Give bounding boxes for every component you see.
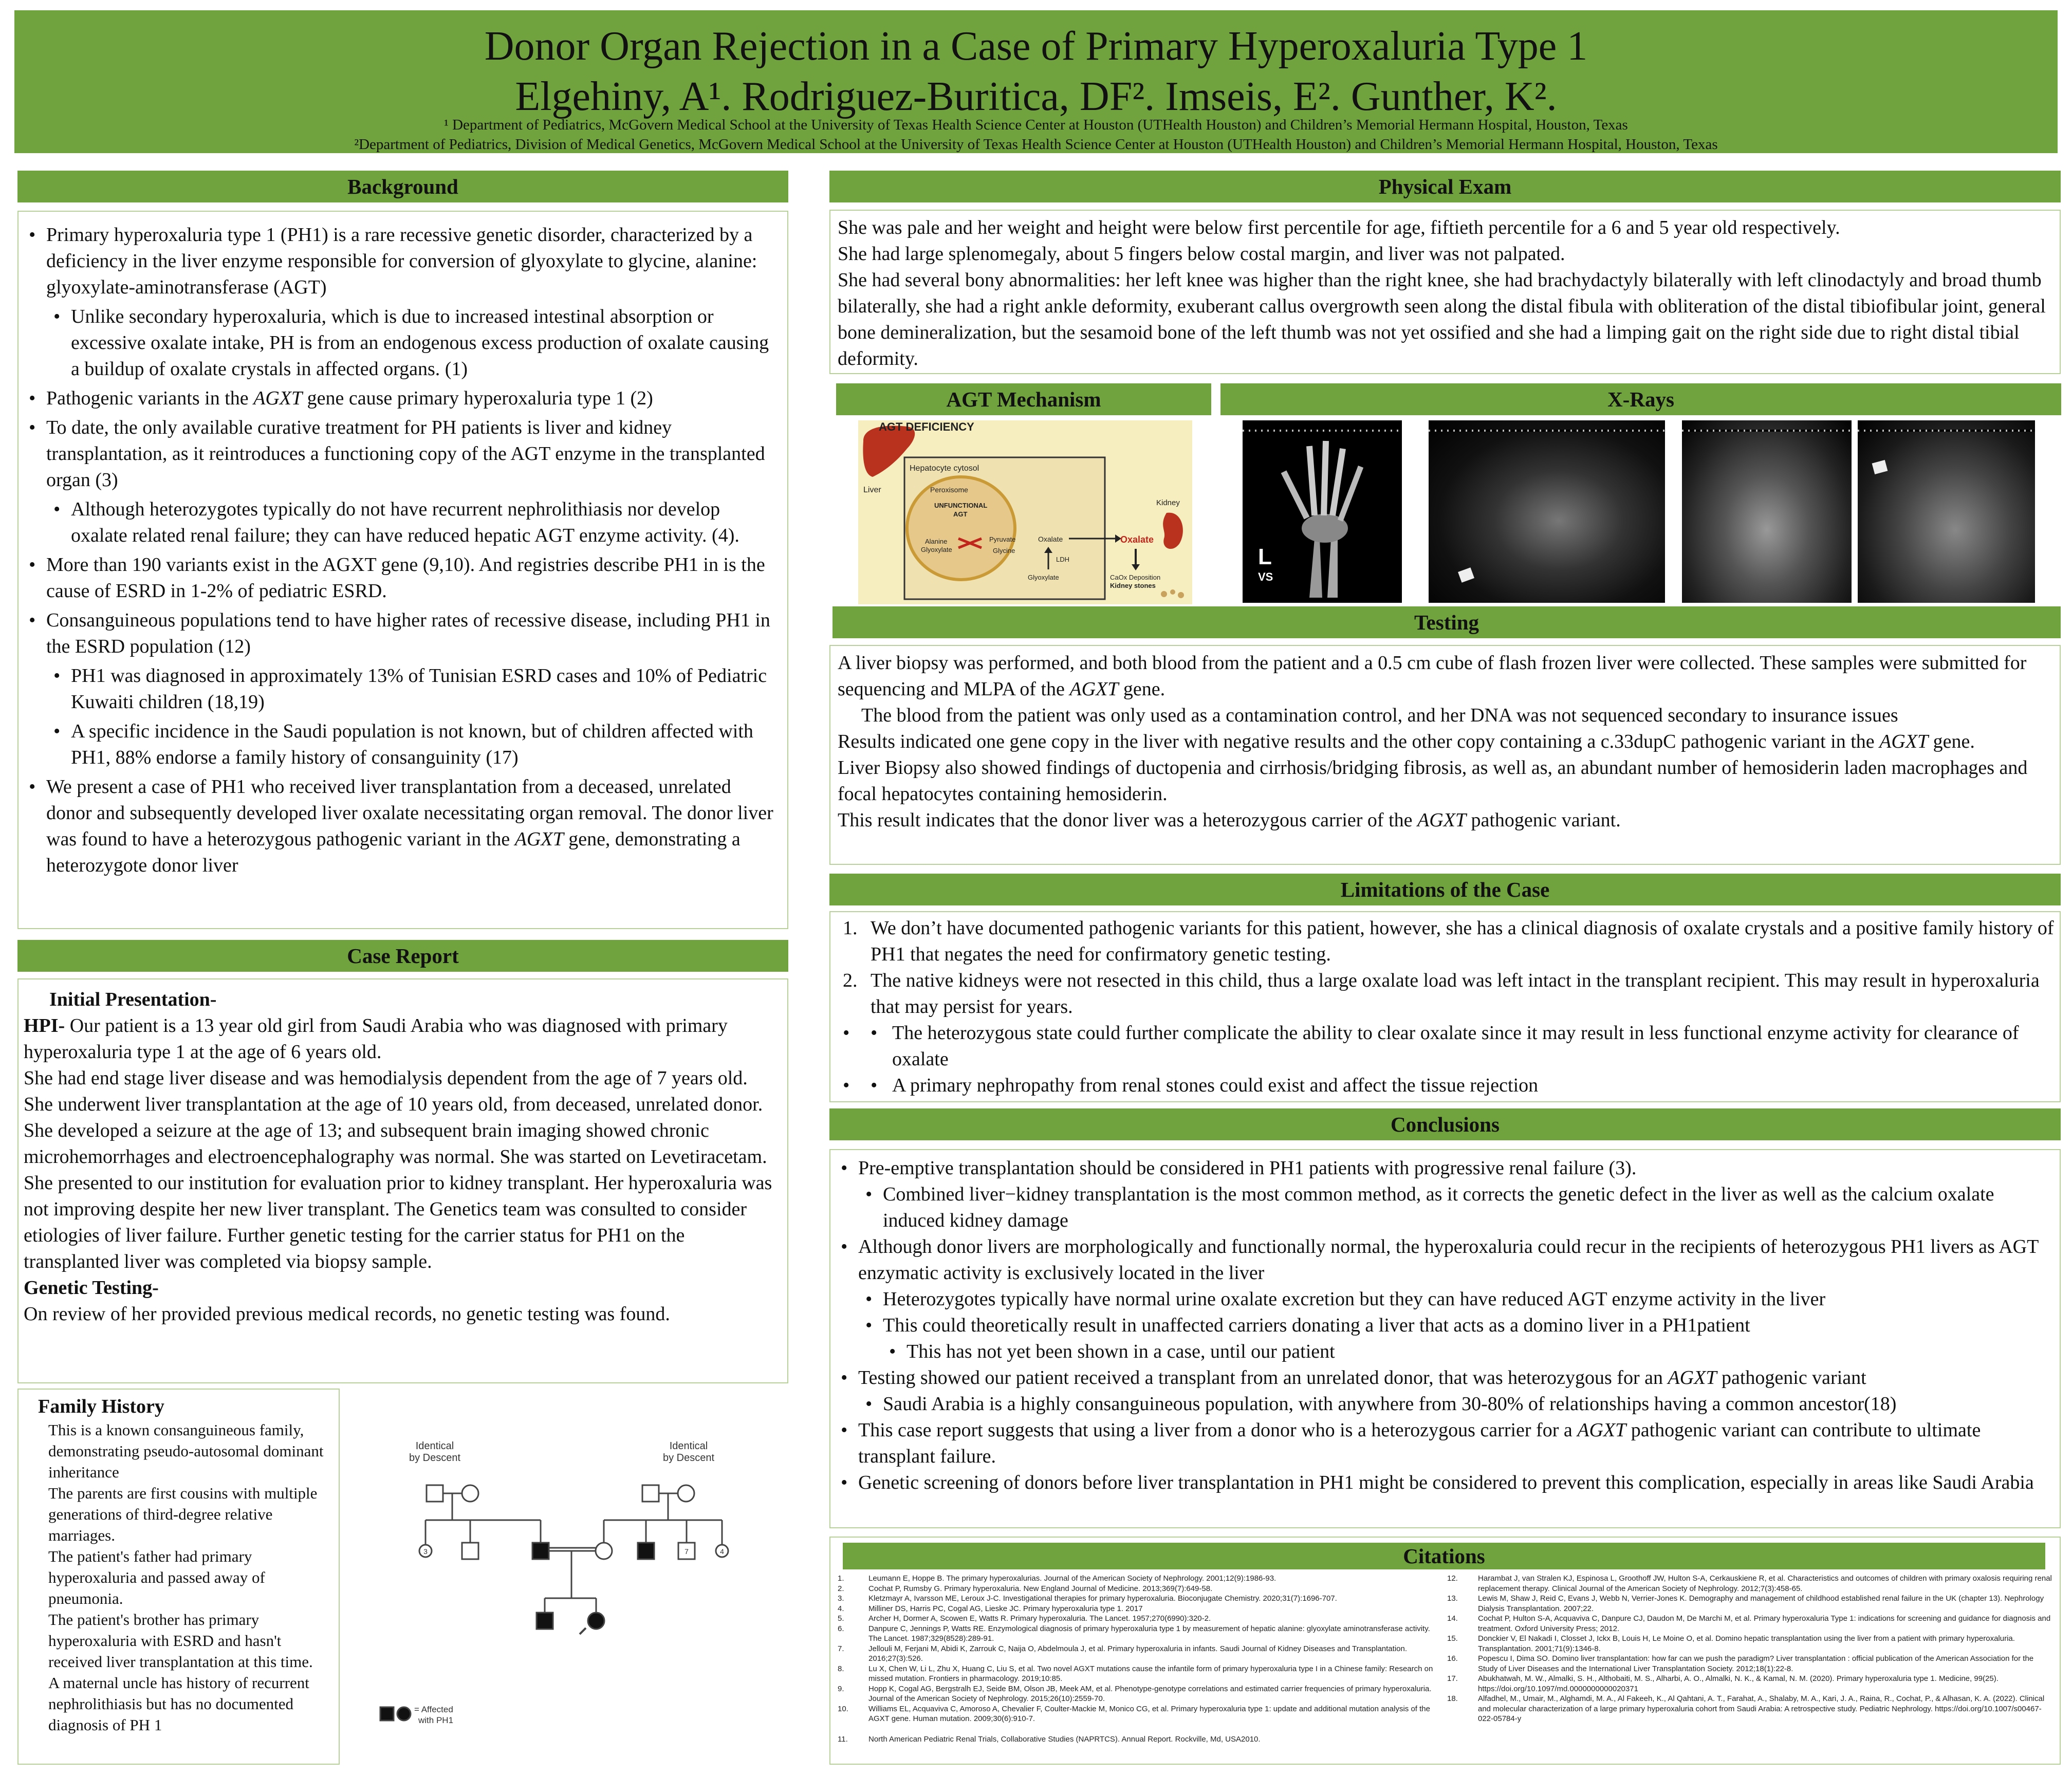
conclusion-subbullet: • This could theoretically result in unaffected carriers donating a liver that acts as a domino liver in a PH1patient: [836, 1312, 2055, 1339]
initial-presentation-label: Initial Presentation-: [49, 989, 217, 1010]
title-banner: [14, 10, 2058, 153]
limitation-subitem: • • A primary nephropathy from renal stones could exist and affect the tissue rejection: [838, 1072, 2055, 1099]
conclusion-bullet: • Testing showed our patient received a transplant from an unrelated donor, that was heterozygous for an AGXT pathogenic variant: [836, 1365, 2055, 1391]
citation-number: 18.: [1447, 1694, 1458, 1703]
group-count: 7: [684, 1547, 689, 1556]
pedigree-female: [462, 1485, 478, 1502]
background-subbullet: • Although heterozygotes typically do not have recurrent nephrolithiasis nor develop oxalate related renal failure; they can have reduced hepatic AGT enzyme activity. (4).: [24, 496, 778, 549]
pedigree-male: [642, 1485, 659, 1502]
testing-paragraph: Liver Biopsy also showed findings of ductopenia and cirrhosis/bridging fibrosis, as well as, an abundant number of hemosiderin laden macrophages and focal hepatocytes containing hemosiderin.: [838, 757, 2028, 805]
ibd-label: Identical: [669, 1440, 708, 1452]
hpi-paragraph: HPI- Our patient is a 13 year old girl from Saudi Arabia who was diagnosed with primary hyperoxaluria type 1 at the age of 6 years old.: [24, 1015, 728, 1063]
citation-item: [1447, 1594, 2054, 1614]
citation-number: 3.: [838, 1594, 844, 1603]
background-subbullet: • PH1 was diagnosed in approximately 13% of Tunisian ESRD cases and 10% of Pediatric Kuwaiti children (18,19): [24, 663, 778, 715]
citation-number: 4.: [838, 1604, 844, 1613]
peroxisome-label: Peroxisome: [930, 486, 968, 494]
citations-left-column: [838, 1574, 1439, 1744]
xray-side-marker: L: [1258, 544, 1272, 569]
citation-item: [838, 1704, 1439, 1724]
testing-paragraph: The blood from the patient was only used as a contamination control, and her DNA was not sequenced secondary to insurance issues: [861, 705, 1898, 726]
citation-number: 14.: [1447, 1614, 1458, 1623]
limitations-section: [829, 911, 2061, 1102]
testing-paragraph: Results indicated one gene copy in the liver with negative results and the other copy containing a c.33dupC pathogenic variant in the AGXT gene.: [838, 731, 1975, 752]
citations-right-column: [1447, 1574, 2054, 1724]
conclusion-bullet: • Although donor livers are morphologically and functionally normal, the hyperoxaluria could recur in the recipients of heterozygous PH1 livers as AGT enzymatic activity is exclusively located in the liver: [836, 1234, 2055, 1286]
pedigree-female: [678, 1485, 694, 1502]
citation-text: Leumann E, Hoppe B. The primary hyperoxalurias. Journal of the American Society of Nephrology. 2001;12(9):1986-93.: [868, 1574, 1276, 1583]
pedigree-male: [427, 1485, 443, 1502]
bone: [1340, 467, 1361, 521]
conclusion-subsubbullet: • This has not yet been shown in a case, until our patient: [836, 1339, 2055, 1365]
citation-number: 17.: [1447, 1674, 1458, 1683]
citation-text: Lu X, Chen W, Li L, Zhu X, Huang C, Liu S, et al. Two novel AGXT mutations cause the infantile form of primary hyperoxaluria type I in a Chinese family: Research on missed mutation. Frontiers in pharmacology. 2019;10:85.: [868, 1664, 1433, 1683]
authors: Elgehiny, A¹. Rodriguez-Buritica, DF². Imseis, E². Gunther, K².: [515, 74, 1557, 119]
bone: [1324, 441, 1326, 515]
glyoxylate-label: Glyoxylate: [1028, 574, 1059, 581]
testing-paragraph: A liver biopsy was performed, and both blood from the patient and a 0.5 cm cube of flash frozen liver were collected. These samples were submitted for sequencing and MLPA of the AGXT gene.: [838, 652, 2027, 700]
citation-number: 6.: [838, 1624, 844, 1633]
limitation-item: 1. We don’t have documented pathogenic variants for this patient, however, she has a clinical diagnosis of oxalate crystals and a positive family history of PH1 that negates the need for confirmatory genetic testing.: [843, 917, 2054, 965]
citation-item: [838, 1574, 1439, 1584]
xray-ankle-lateral: [1429, 420, 1665, 603]
conclusion-bullet: • This case report suggests that using a liver from a donor who is a heterozygous carrier for a AGXT pathogenic variant can contribute to ultimate transplant failure.: [836, 1417, 2055, 1470]
background-bullet: • We present a case of PH1 who received liver transplantation from a deceased, unrelated donor and subsequently developed liver oxalate necessitating organ removal. The donor liver was found to have a heterozygous pathogenic variant in the AGXT gene, demonstrating a heterozygote donor liver: [24, 774, 778, 879]
conclusions-section: [829, 1149, 2061, 1528]
stone: [1161, 591, 1167, 597]
citation-item: [838, 1624, 1439, 1644]
bone: [1309, 446, 1315, 515]
citation-item: [838, 1644, 1439, 1664]
case-report-heading: Case Report: [17, 940, 788, 972]
citation-text: Milliner DS, Harris PC, Cogal AG, Lieske JC. Primary hyperoxaluria type 1. 2017: [868, 1604, 1143, 1613]
agt-diagram: [858, 420, 1192, 604]
citation-item: [838, 1594, 1439, 1604]
cytosol-label: Hepatocyte cytosol: [910, 464, 979, 473]
citation-text: Alfadhel, M., Umair, M., Alghamdi, M. A., Al Fakeeh, K., Al Qahtani, A. T., Farahat, A., Shalaby, M. A., Kari, J. A., Raina, R., Cochat, P., & Alhasan, K. A. (2022). Clinical and molecular characterization of a large primary hyperoxaluria cohort from Saudi Arabia: A retrospective study. Pediatric Nephrology. https://doi.org/10.1007/s00467-022-05784-y: [1478, 1694, 2045, 1723]
citation-text: Hopp K, Cogal AG, Bergstralh EJ, Seide BM, Olson JB, Meek AM, et al. Phenotype-genotype correlations and estimated carrier frequencies of primary hyperoxaluria. Journal of the American Society of Nephrology. 2015;26(10):2559-70.: [868, 1684, 1432, 1703]
citation-text: Archer H, Dormer A, Scowen E, Watts R. Primary hyperoxaluria. The Lancet. 1957;270(6990):320-2.: [868, 1614, 1211, 1623]
stones-label: Kidney stones: [1110, 582, 1156, 589]
conclusion-bullet: • Pre-emptive transplantation should be considered in PH1 patients with progressive renal failure (3).: [836, 1155, 2055, 1181]
background-list: [24, 222, 778, 879]
caox-label: CaOx Deposition: [1110, 574, 1161, 581]
family-history-line: The parents are first cousins with multiple generations of third-degree relative marriages.: [48, 1484, 318, 1544]
xray-marker-text: VS: [1258, 570, 1273, 583]
citation-number: 9.: [838, 1684, 844, 1693]
stone: [1170, 589, 1175, 595]
citation-text: Popescu I, Dima SO. Domino liver transplantation: how far can we push the paradigm? Liver transplantation : official publication of the American Association for the Study of Liver Diseases and the International Liver Transplantation Society. 2012;18(1):22-8.: [1478, 1654, 2034, 1673]
group-count: 4: [720, 1547, 724, 1556]
case-paragraph: She had end stage liver disease and was hemodialysis dependent from the age of 7 years old. She underwent liver transplantation at the age of 10 years old, from deceased, unrelated donor.: [24, 1067, 763, 1115]
citation-item: [1447, 1654, 2054, 1674]
citation-number: 7.: [838, 1644, 844, 1653]
exam-paragraph: She was pale and her weight and height were below first percentile for age, fiftieth percentile for a 6 and 5 year old respectively.: [838, 217, 1840, 238]
xray-foot-oblique: [1858, 420, 2035, 603]
citation-number: 16.: [1447, 1654, 1458, 1663]
background-subbullet: • Unlike secondary hyperoxaluria, which is due to increased intestinal absorption or excessive oxalate intake, PH is from an endogenous excess production of oxalate causing a buildup of oxalate crystals in affected organs. (1): [24, 304, 778, 382]
citation-text: Donckier V, El Nakadi I, Closset J, Ickx B, Louis H, Le Moine O, et al. Domino hepatic transplantation using the liver from a patient with primary hyperoxaluria. Transplantation. 2001;71(9):1346-8.: [1478, 1634, 2015, 1653]
citation-text: Harambat J, van Stralen KJ, Espinosa L, Groothoff JW, Hulton S-A, Cerkauskiene R, et al. Characteristics and outcomes of children with primary oxalosis requiring renal replacement therapy. Clinical Journal of the American Society of Nephrology. 2012;7(3):458-65.: [1478, 1574, 2052, 1593]
affiliation-1: ¹ Department of Pediatrics, McGovern Medical School at the University of Texas Health Science Center at Houston (UTHealth Houston) and Children’s Memorial Hermann Hospital, Houston, Texas: [444, 117, 1628, 133]
exam-paragraph: She had several bony abnormalities: her left knee was higher than the right knee, she had brachydactyly bilaterally with left clinodactyly and broad thumb bilaterally, she had a right ankle deformity, exuberant callus overgrowth seen along the distal fibula with obliteration of the distal tibiofibular joint, general bone demineralization, but the sesamoid bone of the left thumb was not yet ossified and she had a limping gait on the right side due to right distal tibial deformity.: [838, 269, 2046, 369]
physical-exam-heading: Physical Exam: [829, 171, 2061, 202]
citations-section: [829, 1537, 2061, 1765]
citation-item: [838, 1584, 1439, 1594]
legend-square: [380, 1707, 394, 1720]
pedigree-mother: [596, 1543, 612, 1559]
group-count: 3: [423, 1547, 428, 1556]
citation-text: Cochat P, Rumsby G. Primary hyperoxaluria. New England Journal of Medicine. 2013;369(7):649-58.: [868, 1584, 1213, 1593]
limitation-item: 2. The native kidneys were not resected in this child, thus a large oxalate load was left intact in the transplant recipient. This may result in hyperoxaluria that may persist for years.: [843, 970, 2040, 1017]
xray-hand: [1243, 420, 1402, 603]
stone: [1178, 592, 1184, 598]
testing-section: [829, 645, 2061, 865]
citation-number: 2.: [838, 1584, 844, 1593]
background-subbullet: • A specific incidence in the Saudi population is not known, but of children affected with PH1, 88% endorse a family history of consanguinity (17): [24, 718, 778, 771]
citation-text: Williams EL, Acquaviva C, Amoroso A, Chevalier F, Coulter-Mackie M, Monico CG, et al. Primary hyperoxaluria type 1: update and additional mutation analysis of the AGXT gene. Human mutation. 2009;30(6):910-7.: [868, 1704, 1430, 1723]
citation-text: Cochat P, Hulton S-A, Acquaviva C, Danpure CJ, Daudon M, De Marchi M, et al. Primary hyperoxaluria Type 1: indications for screening and guidance for diagnosis and treatment. Oxford University Press; 2012.: [1478, 1614, 2051, 1633]
oxalate-label: Oxalate: [1038, 535, 1063, 543]
pyruvate-label: Pyruvate: [989, 535, 1016, 543]
conclusion-subbullet: • Heterozygotes typically have normal urine oxalate excretion but they can have reduced AGT enzyme activity in the liver: [836, 1286, 2055, 1312]
ldh-label: LDH: [1056, 556, 1070, 563]
conclusions-list: [836, 1155, 2055, 1496]
family-history-heading: Family History: [38, 1396, 164, 1417]
citation-number: 5.: [838, 1614, 844, 1623]
citation-text: Jellouli M, Ferjani M, Abidi K, Zarrouk C, Naija O, Abdelmoula J, et al. Primary hyperoxaluria in infants. Saudi Journal of Kidney Diseases and Transplantation. 2016;27(3):526.: [868, 1644, 1408, 1663]
agt-title: AGT DEFICIENCY: [879, 420, 974, 433]
testing-paragraph: This result indicates that the donor liver was a heterozygous carrier of the AGXT pathogenic variant.: [838, 809, 1621, 831]
pedigree-father-affected: [532, 1543, 549, 1559]
citation-item: [838, 1604, 1439, 1614]
ibd-label: Identical: [415, 1440, 454, 1452]
conclusion-subbullet: • Combined liver−kidney transplantation is the most common method, as it corrects the genetic defect in the liver as well as the calcium oxalate induced kidney damage: [836, 1181, 2055, 1234]
pedigree-uncle: [638, 1543, 654, 1559]
conclusion-subbullet: • Saudi Arabia is a highly consanguineous population, with anywhere from 30-80% of relationships having a common ancestor(18): [836, 1391, 2055, 1417]
physical-exam-section: [829, 210, 2061, 374]
pedigree-chart: [360, 1429, 791, 1737]
agt-liver-label: Liver: [863, 486, 881, 494]
family-history-line: This is a known consanguineous family, demonstrating pseudo-autosomal dominant inheritance: [48, 1421, 324, 1481]
citation-item: [1447, 1634, 2054, 1654]
background-bullet: • More than 190 variants exist in the AGXT gene (9,10). And registries describe PH1 in is the cause of ESRD in 1-2% of pediatric ESRD.: [24, 552, 778, 604]
citation-text: Danpure C, Jennings P, Watts RE. Enzymological diagnosis of primary hyperoxaluria type 1 by measurement of hepatic alanine: glyoxylate aminotransferase activity. The Lancet. 1987;329(8528):289-91.: [868, 1624, 1430, 1643]
kidney-label: Kidney: [1156, 498, 1180, 507]
citation-text: Kletzmayr A, Ivarsson ME, Leroux J-C. Investigational therapies for primary hyperoxaluria. Bioconjugate Chemistry. 2020;31(7):1696-707.: [868, 1594, 1337, 1603]
legend-label: = Affected: [414, 1705, 453, 1714]
glyoxylate-label: Glyoxylate: [921, 546, 952, 553]
citation-number: 15.: [1447, 1634, 1458, 1643]
citation-number: 12.: [1447, 1574, 1458, 1583]
pedigree-brother-affected: [536, 1613, 553, 1629]
xray-ankle-ap: [1682, 420, 1852, 603]
case-paragraph: She presented to our institution for evaluation prior to kidney transplant. Her hyperoxaluria was not improving despite her new liver transplant. The Genetics team was consulted to consider etiologies of liver failure. Further genetic testing for the carrier status for PH1 on the transplanted liver was completed via biopsy sample.: [24, 1172, 772, 1272]
citation-number: 11.: [838, 1734, 848, 1744]
limitations-sublist: [838, 1020, 2055, 1099]
affiliation-2: ²Department of Pediatrics, Division of Medical Genetics, McGovern Medical School at the University of Texas Health Science Center at Houston (UTHealth Houston) and Children’s Memorial Hermann Hospital, Houston, Texas: [354, 136, 1718, 153]
pedigree-male: [462, 1543, 478, 1559]
bone: [1284, 472, 1307, 518]
citation-number: 8.: [838, 1664, 844, 1673]
family-history-section: [17, 1389, 340, 1765]
legend-label: with PH1: [418, 1715, 454, 1725]
poster-title: Donor Organ Rejection in a Case of Primary Hyperoxaluria Type 1: [484, 24, 1588, 69]
xrays-heading: X-Rays: [1220, 383, 2061, 415]
citation-number: 10.: [838, 1704, 848, 1713]
bone: [1333, 449, 1343, 515]
limitations-list: [838, 915, 2055, 1020]
alanine-label: Alanine: [925, 538, 948, 545]
limitation-subitem: • • The heterozygous state could further complicate the ability to clear oxalate since it may result in less functional enzyme activity for clearance of oxalate: [838, 1020, 2055, 1072]
background-bullet: • Primary hyperoxaluria type 1 (PH1) is a rare recessive genetic disorder, characterized by a deficiency in the liver enzyme responsible for conversion of glyoxylate to glycine, alanine: glyoxylate-aminotransferase (AGT): [24, 222, 778, 301]
citation-item: [1447, 1574, 2054, 1594]
background-bullet: • Consanguineous populations tend to have higher rates of recessive disease, including PH1 in the ESRD population (12): [24, 607, 778, 660]
citation-item: [838, 1614, 1439, 1624]
citation-text: North American Pediatric Renal Trials, Collaborative Studies (NAPRTCS). Annual Report. Rockville, Md, USA2010.: [868, 1734, 1261, 1744]
family-history-text: [48, 1419, 334, 1735]
case-paragraph: She developed a seizure at the age of 13; and subsequent brain imaging showed chronic microhemorrhages and electroencephalography was normal. She was started on Levetiracetam.: [24, 1120, 767, 1168]
case-paragraph: On review of her provided previous medical records, no genetic testing was found.: [24, 1303, 670, 1325]
conclusion-bullet: • Genetic screening of donors before liver transplantation in PH1 might be considered to prevent this complication, especially in areas like Saudi Arabia: [836, 1470, 2055, 1496]
citation-item: [1447, 1694, 2054, 1724]
citation-text: Abukhatwah, M. W., Almalki, S. H., Althobaiti, M. S., Alharbi, A. O., Almalki, N. K., & Kamal, N. M. (2020). Primary hyperoxaluria type 1. Medicine, 99(25). https://doi.org/10.1097/md.0000000000020371: [1478, 1674, 1999, 1693]
citation-item: [838, 1684, 1439, 1704]
family-history-line: The patient's brother has primary hyperoxaluria with ESRD and hasn't received liver transplantation at this time.: [48, 1611, 313, 1671]
agt-label: AGT: [953, 510, 968, 518]
citation-item: [838, 1734, 1439, 1745]
testing-heading: Testing: [832, 606, 2061, 638]
agt-heading: AGT Mechanism: [836, 383, 1211, 415]
citation-item: [1447, 1614, 2054, 1634]
background-section: [17, 211, 788, 929]
citations-heading: Citations: [843, 1543, 2045, 1569]
unfunctional-label: UNFUNCTIONAL: [934, 502, 988, 509]
conclusions-heading: Conclusions: [829, 1108, 2061, 1140]
legend-circle: [397, 1707, 411, 1720]
genetic-testing-label: Genetic Testing-: [24, 1277, 159, 1299]
background-bullet: • To date, the only available curative treatment for PH patients is liver and kidney transplantation, as it reintroduces a functioning copy of the AGT enzyme in the transplanted organ (3): [24, 415, 778, 493]
citation-item: [838, 1664, 1439, 1684]
pedigree-proband: [588, 1613, 604, 1629]
case-report-section: [17, 978, 788, 1383]
ibd-label: by Descent: [662, 1452, 715, 1464]
exam-paragraph: She had large splenomegaly, about 5 fingers below costal margin, and liver was not palpated.: [838, 243, 1565, 265]
citation-item: [1447, 1674, 2054, 1694]
citation-number: 1.: [838, 1574, 844, 1583]
limitations-heading: Limitations of the Case: [829, 874, 2061, 905]
glycine-label: Glycine: [993, 547, 1015, 554]
citation-number: 13.: [1447, 1594, 1458, 1603]
background-bullet: • Pathogenic variants in the AGXT gene cause primary hyperoxaluria type 1 (2): [24, 385, 778, 412]
ibd-label: by Descent: [409, 1452, 461, 1464]
oxalate-output-label: Oxalate: [1120, 534, 1154, 545]
background-heading: Background: [17, 171, 788, 202]
family-history-line: The patient's father had primary hyperoxaluria and passed away of pneumonia.: [48, 1547, 265, 1607]
bone: [1327, 539, 1338, 598]
bone: [1309, 539, 1322, 598]
family-history-line: A maternal uncle has history of recurrent nephrolithiasis but has no documented diagnosis of PH 1: [48, 1674, 309, 1734]
citation-text: Lewis M, Shaw J, Reid C, Evans J, Webb N, Verrier-Jones K. Demography and management of childhood established renal failure in the UK (chapter 13). Nephrology Dialysis Transplantation. 2007;22.: [1478, 1594, 2044, 1613]
